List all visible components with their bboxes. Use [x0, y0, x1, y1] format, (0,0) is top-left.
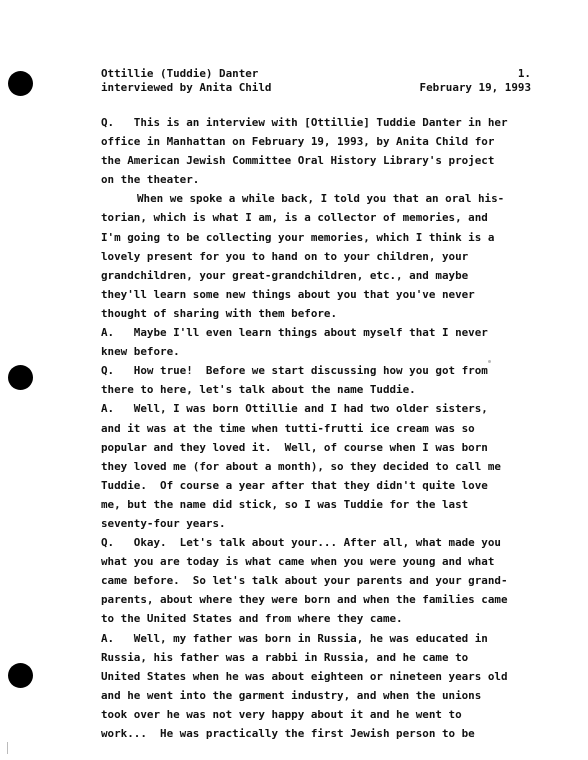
text-line: When we spoke a while back, I told you that an oral his- — [137, 192, 505, 206]
text-line: torian, which is what I am, is a collector of memories, and — [101, 211, 488, 225]
text-line: what you are today is what came when you were young and what — [101, 555, 495, 569]
text-line: A. Maybe I'll even learn things about myself that I never — [101, 326, 488, 340]
text-line: they'll learn some new things about you that you've never — [101, 287, 475, 301]
text-line: and he went into the garment industry, and when the unions — [101, 688, 482, 702]
page-number: 1. — [517, 67, 531, 80]
interview-date: February 19, 1993 — [419, 81, 531, 94]
paragraph-2 — [101, 189, 521, 323]
paragraph-4 — [101, 361, 521, 399]
text-line: came before. So let's talk about your parents and your grand- — [101, 574, 508, 588]
text-line: Tuddie. Of course a year after that they didn't quite love — [101, 478, 488, 492]
text-line: me, but the name did stick, so I was Tuddie for the last — [101, 497, 469, 511]
text-line: to the United States and from where they came. — [101, 612, 403, 626]
text-line: grandchildren, your great-grandchildren, etc., and maybe — [101, 268, 469, 282]
paragraph-7 — [101, 629, 521, 744]
text-line: Q. How true! Before we start discussing how you got from — [101, 364, 488, 378]
text-line: they loved me (for about a month), so they decided to call me — [101, 459, 501, 473]
header-row-2 — [101, 80, 531, 95]
text-line: office in Manhattan on February 19, 1993, by Anita Child for — [101, 135, 495, 149]
paragraph-1 — [101, 113, 521, 189]
binder-hole-middle — [8, 365, 33, 390]
interviewer-credit: interviewed by Anita Child — [101, 81, 272, 94]
text-line: thought of sharing with them before. — [101, 306, 338, 320]
text-line: Q. This is an interview with [Ottillie] Tuddie Danter in her — [101, 116, 508, 129]
transcript-body — [101, 113, 521, 743]
paragraph-6 — [101, 533, 521, 628]
text-line: the American Jewish Committee Oral History Library's project — [101, 154, 495, 168]
text-line: lovely present for you to hand on to your children, your — [101, 249, 469, 263]
text-line: took over he was not very happy about it and he went to — [101, 707, 462, 721]
paragraph-5 — [101, 399, 521, 533]
text-line: I'm going to be collecting your memories, which I think is a — [101, 230, 495, 244]
scan-mark — [7, 742, 8, 754]
text-line: there to here, let's talk about the name Tuddie. — [101, 383, 416, 397]
text-line: Q. Okay. Let's talk about your... After all, what made you — [101, 536, 501, 550]
header-row-1 — [101, 66, 531, 81]
text-line: work... He was practically the first Jewish person to be — [101, 727, 475, 740]
text-line: Russia, his father was a rabbi in Russia, and he came to — [101, 650, 469, 664]
text-line: seventy-four years. — [101, 516, 226, 530]
binder-hole-top — [8, 71, 33, 96]
paragraph-3 — [101, 323, 521, 361]
interviewee-name: Ottillie (Tuddie) Danter — [101, 67, 259, 80]
text-line: A. Well, I was born Ottillie and I had two older sisters, — [101, 402, 488, 416]
text-line: United States when he was about eighteen or nineteen years old — [101, 669, 508, 683]
text-line: parents, about where they were born and when the families came — [101, 593, 508, 607]
text-line: on the theater. — [101, 173, 200, 187]
text-line: A. Well, my father was born in Russia, he was educated in — [101, 631, 488, 645]
text-line: and it was at the time when tutti-frutti ice cream was so — [101, 421, 475, 435]
text-line: knew before. — [101, 345, 180, 359]
binder-hole-bottom — [8, 663, 33, 688]
text-line: popular and they loved it. Well, of course when I was born — [101, 440, 488, 454]
